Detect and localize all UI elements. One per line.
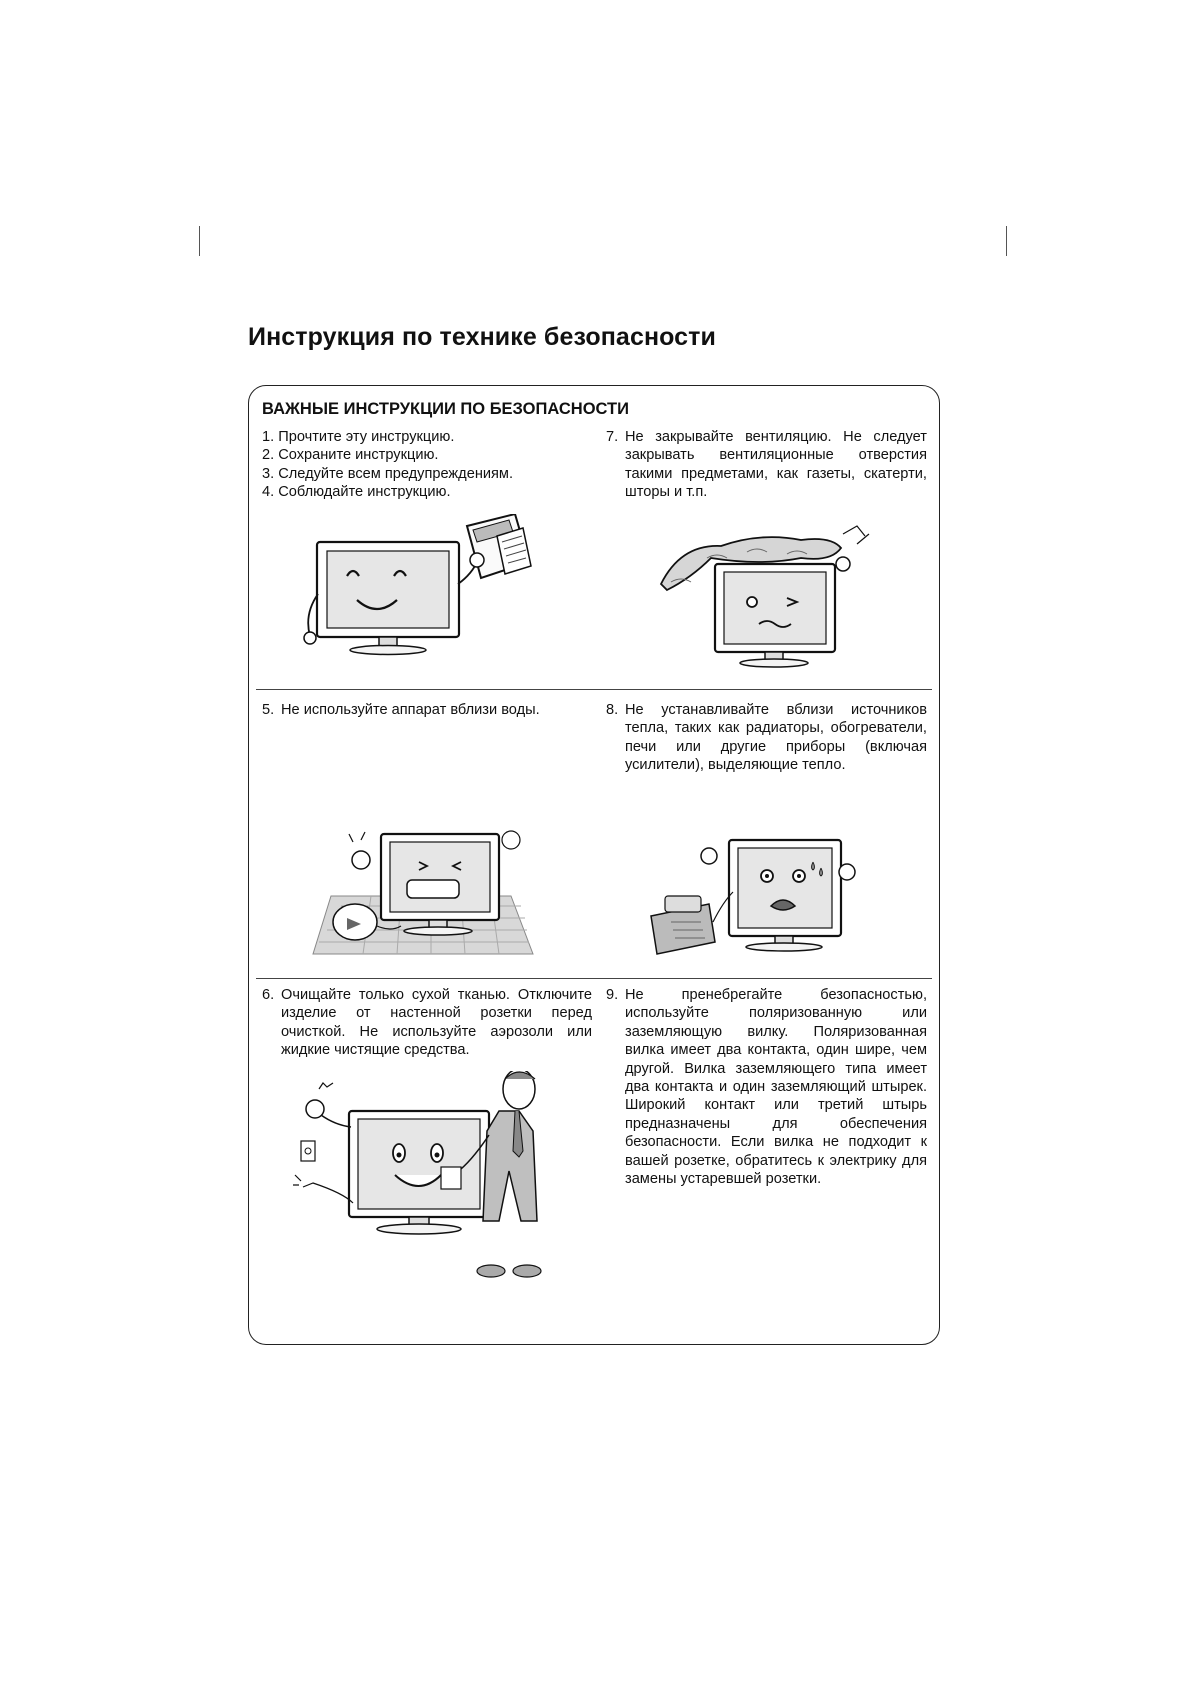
item-number: 8. <box>606 702 619 718</box>
list-item: 4. Соблюдайте инструкцию. <box>262 484 451 501</box>
safety-instructions-box <box>248 385 940 1345</box>
item-text: Не пренебрегайте безопасностью, используйте поляризованную или заземляющую вилку. Поляризованная вилка имеет два контакта, один шире, чем другой. Вилка заземляющего типа имеет два контакта и один заземляющий штырек. Широкий контакт или третий штырь предназначены для обеспечения безопасности. Если вилка не подходит к вашей розетке, обратитесь к электрику для замены устаревшей розетки. <box>625 987 927 1188</box>
illustration-tv-reading-manual <box>297 514 557 664</box>
item-text: Не используйте аппарат вблизи воды. <box>281 702 540 718</box>
page-title: Инструкция по технике безопасности <box>248 323 716 351</box>
section-divider <box>256 978 932 979</box>
list-item: 2. Сохраните инструкцию. <box>262 447 439 464</box>
list-item: 1. Прочтите эту инструкцию. <box>262 429 455 445</box>
illustration-cleaning-tv <box>291 1071 551 1291</box>
illustration-tv-near-water <box>311 826 541 956</box>
item-number: 9. <box>606 987 619 1003</box>
instruction-7 <box>606 428 927 502</box>
item-text: Очищайте только сухой тканью. Отключите изделие от настенной розетки перед очисткой. Не используйте аэрозоли или жидкие чистящие средства. <box>281 987 592 1059</box>
instruction-6 <box>262 986 592 1060</box>
illustration-tv-near-heater <box>647 832 867 958</box>
box-heading: ВАЖНЫЕ ИНСТРУКЦИИ ПО БЕЗОПАСНОСТИ <box>262 400 629 418</box>
item-number: 5. <box>262 702 275 718</box>
item-text: Не закрывайте вентиляцию. Не следует закрывать вентиляционные отверстия такими предметами, как газеты, скатерти, шторы и т.п. <box>625 429 927 501</box>
item-text: Не устанавливайте вблизи источников тепла, таких как радиаторы, обогреватели, печи или другие приборы (включая усилители), выделяющие тепло. <box>625 702 927 774</box>
item-number: 6. <box>262 987 275 1003</box>
crop-mark-left <box>199 226 200 256</box>
item-number: 7. <box>606 429 619 445</box>
instruction-5 <box>262 701 592 719</box>
illustration-tv-covered <box>647 524 887 674</box>
instruction-8 <box>606 701 927 775</box>
crop-mark-right <box>1006 226 1007 256</box>
instruction-9 <box>606 986 927 1188</box>
instruction-list-1-4 <box>262 428 513 502</box>
list-item: 3. Следуйте всем предупреждениям. <box>262 465 514 482</box>
section-divider <box>256 689 932 690</box>
